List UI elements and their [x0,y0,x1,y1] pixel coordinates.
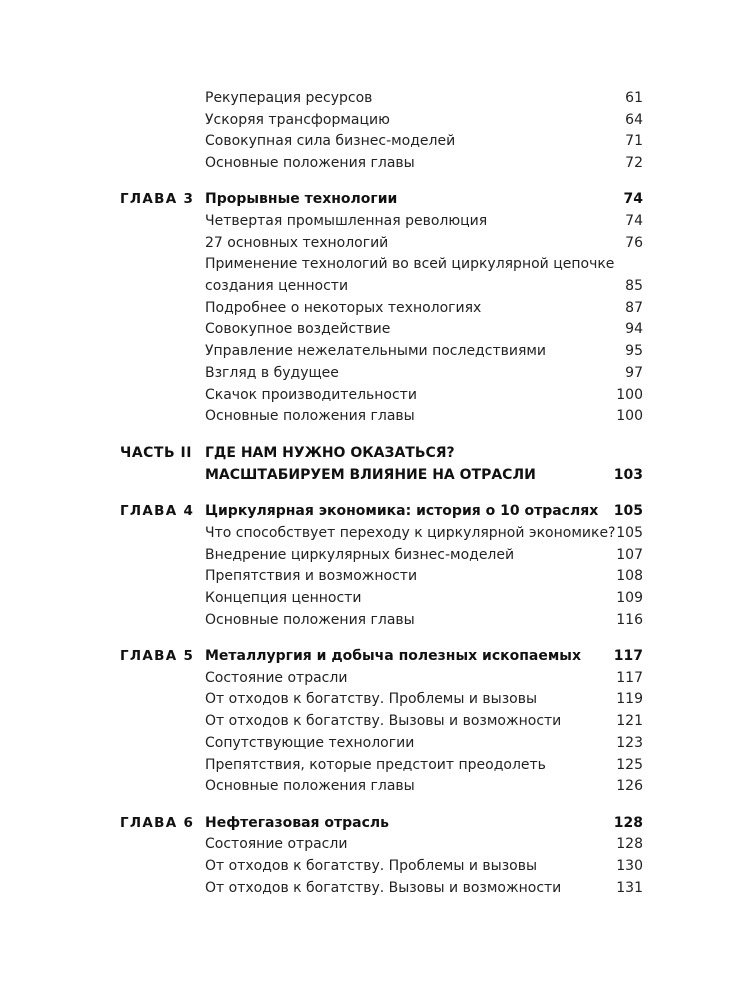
chapter-heading[interactable] [0,501,750,523]
entry-title: Концепция ценности [205,590,362,607]
part-page: 103 [613,467,643,484]
toc-entry[interactable] [0,385,750,407]
toc-entry[interactable] [0,211,750,233]
toc-entry[interactable] [0,545,750,567]
toc-entry[interactable] [0,153,750,175]
entry-page: 76 [625,234,643,251]
entry-page: 61 [625,90,643,106]
entry-title: Ускоряя трансформацию [205,111,390,128]
chapter-6-block [0,813,750,900]
entry-page: 116 [616,611,643,628]
part-2-block [0,443,750,486]
toc-entry[interactable] [0,834,750,856]
part-heading-line-2[interactable] [0,465,750,487]
entry-page: 71 [625,133,643,150]
entry-page: 123 [616,734,643,751]
chapter-title: Металлургия и добыча полезных ископаемых [205,648,581,665]
entry-page: 108 [616,568,643,585]
chapter-label: ГЛАВА 6 [120,814,195,831]
chapter-5-block [0,646,750,798]
toc-entry[interactable] [0,319,750,341]
toc-entry[interactable] [0,233,750,255]
entry-title: Совокупная сила бизнес-моделей [205,133,456,150]
chapter-3-block [0,189,750,428]
entry-page: 107 [616,546,643,563]
entry-page: 105 [616,525,643,542]
entry-title: От отходов к богатству. Проблемы и вызовы [205,857,538,874]
chapter-page: 128 [613,814,643,831]
entry-page: 87 [625,299,643,316]
chapter-page: 117 [613,648,643,665]
chapter-label: ГЛАВА 3 [120,191,195,208]
entry-page: 131 [616,879,643,896]
toc-entry[interactable] [0,733,750,755]
entry-title: От отходов к богатству. Вызовы и возможности [205,879,562,896]
entry-page: 128 [616,836,643,853]
entry-title: Что способствует переходу к циркулярной экономике? [205,525,616,542]
entry-page: 74 [625,213,643,230]
toc-entry[interactable] [0,276,750,298]
chapter-heading[interactable] [0,646,750,668]
entry-title: Основные положения главы [205,611,415,628]
toc-entry[interactable] [0,110,750,132]
toc-entry[interactable] [0,668,750,690]
entry-page: 97 [625,364,643,381]
toc-entry[interactable] [0,689,750,711]
entry-title: Сопутствующие технологии [205,734,415,751]
entry-title: Состояние отрасли [205,836,348,853]
toc-entry[interactable] [0,406,750,428]
entry-title: Совокупное воздействие [205,321,391,338]
entry-page: 125 [616,756,643,773]
toc-entry[interactable] [0,566,750,588]
entry-title: Подробнее о некоторых технологиях [205,299,482,316]
entry-title: Основные положения главы [205,778,415,795]
entry-page: 100 [616,386,643,403]
chapter-heading[interactable] [0,189,750,211]
entry-title: Применение технологий во всей циркулярной цепочке [205,256,615,273]
chapter-title: Прорывные технологии [205,191,398,208]
chapter-label: ГЛАВА 4 [120,503,195,520]
entry-title: Препятствия и возможности [205,568,418,585]
toc-entry[interactable] [0,776,750,798]
part-heading[interactable] [0,443,750,465]
chapter-page: 74 [623,191,643,208]
entry-page: 85 [625,278,643,295]
entry-title: Состояние отрасли [205,669,348,686]
entry-title: Управление нежелательными последствиями [205,343,547,360]
table-of-contents [0,88,750,899]
entry-page: 109 [616,590,643,607]
entry-page: 64 [625,111,643,128]
toc-entry[interactable] [0,254,750,276]
entry-title: создания ценности [205,278,349,295]
chapter-title: Циркулярная экономика: история о 10 отраслях [205,503,599,520]
toc-entry[interactable] [0,856,750,878]
toc-entry[interactable] [0,341,750,363]
chapter-title: Нефтегазовая отрасль [205,814,390,831]
chapter-page: 105 [613,503,643,520]
entry-title: Рекуперация ресурсов [205,90,373,106]
toc-entry[interactable] [0,588,750,610]
entry-page: 117 [616,669,643,686]
entry-page: 121 [616,713,643,730]
chapter-heading[interactable] [0,813,750,835]
toc-entry[interactable] [0,878,750,900]
entry-page: 100 [616,408,643,425]
toc-entry[interactable] [0,363,750,385]
part-title-line-2: МАСШТАБИРУЕМ ВЛИЯНИЕ НА ОТРАСЛИ [205,467,536,484]
entry-page: 72 [625,155,643,172]
toc-entry[interactable] [0,131,750,153]
entry-title: 27 основных технологий [205,234,389,251]
toc-entry[interactable] [0,711,750,733]
toc-entry[interactable] [0,298,750,320]
entry-title: От отходов к богатству. Вызовы и возможности [205,713,562,730]
entry-title: Препятствия, которые предстоит преодолеть [205,756,546,773]
part-title-line-1: ГДЕ НАМ НУЖНО ОКАЗАТЬСЯ? [205,445,455,462]
previous-chapter-entries [0,88,750,175]
entry-page: 119 [616,691,643,708]
entry-title: Основные положения главы [205,408,415,425]
toc-entry[interactable] [0,610,750,632]
toc-entry[interactable] [0,755,750,777]
entry-page: 126 [616,778,643,795]
entry-page: 130 [616,857,643,874]
chapter-label: ГЛАВА 5 [120,648,195,665]
entry-page: 95 [625,343,643,360]
entry-title: Основные положения главы [205,155,415,172]
entry-title: Внедрение циркулярных бизнес-моделей [205,546,515,563]
entry-title: Взгляд в будущее [205,364,339,381]
entry-title: Скачок производительности [205,386,417,403]
part-label: ЧАСТЬ II [120,445,192,462]
chapter-4-block [0,501,750,631]
toc-entry[interactable] [0,88,750,110]
entry-title: От отходов к богатству. Проблемы и вызовы [205,691,538,708]
entry-title: Четвертая промышленная революция [205,213,488,230]
entry-page: 94 [625,321,643,338]
toc-entry[interactable] [0,523,750,545]
